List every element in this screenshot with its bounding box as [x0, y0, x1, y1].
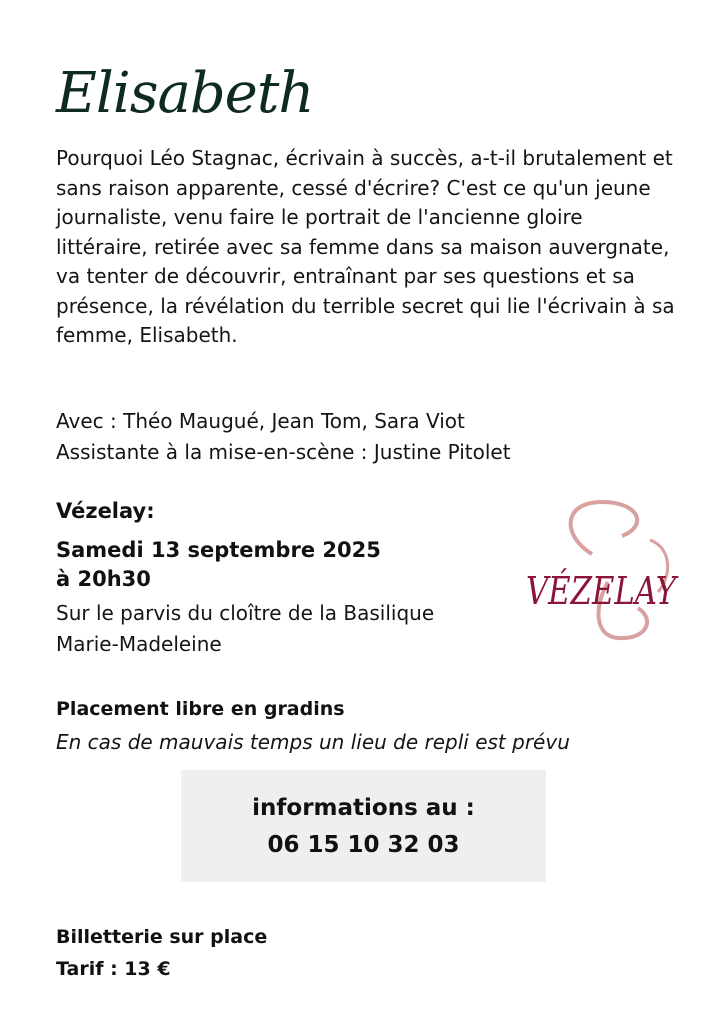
info-title: informations au : — [252, 795, 475, 821]
info-box — [181, 770, 546, 882]
logo-swash-top — [571, 502, 638, 554]
cast-line: Avec : Théo Maugué, Jean Tom, Sara Viot — [56, 409, 465, 433]
logo-wordmark: VÉZELAY — [526, 569, 680, 613]
performance-date: Samedi 13 septembre 2025 — [56, 538, 381, 562]
venue-label: Vézelay: — [56, 499, 155, 523]
vezelay-logo — [522, 496, 678, 646]
ticketing-title: Billetterie sur place — [56, 926, 268, 948]
assistant-line: Assistante à la mise-en-scène : Justine Pitolet — [56, 440, 511, 464]
credits — [56, 406, 676, 468]
performance-time: à 20h30 — [56, 567, 151, 591]
ticket-price: Tarif : 13 € — [56, 958, 171, 980]
seating-title: Placement libre en gradins — [56, 698, 345, 720]
info-phone-number: 06 15 10 32 03 — [267, 832, 460, 858]
performance-place: Sur le parvis du cloître de la Basilique Marie-Madeleine — [56, 601, 435, 656]
weather-note: En cas de mauvais temps un lieu de repli est prévu — [56, 730, 570, 754]
show-title: Elisabeth — [56, 61, 314, 126]
synopsis: Pourquoi Léo Stagnac, écrivain à succès, a-t-il brutalement et sans raison apparente, cessé d'écrire? C'est ce qu'un jeune journaliste, venu faire le portrait de l'ancienne gloire littéraire, retirée avec sa femme dans sa maison auvergnate, va tenter de découvrir, entraînant par ses questions et sa présence, la révélation du terrible secret qui lie l'écrivain à sa femme, Elisabeth. — [56, 146, 675, 347]
performance-datetime — [56, 536, 381, 594]
